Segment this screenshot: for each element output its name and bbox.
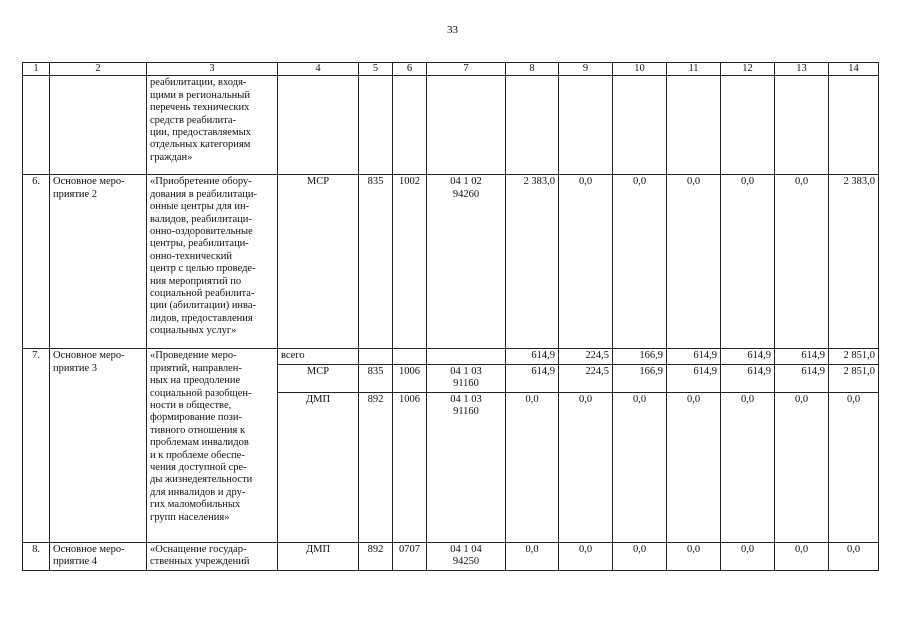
csr-code: 04 1 04 94250 <box>427 542 506 570</box>
value-col11: 0,0 <box>667 392 721 542</box>
value-col13: 614,9 <box>775 364 829 392</box>
executor: МСР <box>278 364 359 392</box>
csr-code: 04 1 03 91160 <box>427 392 506 542</box>
column-number: 14 <box>829 63 879 76</box>
column-number: 11 <box>667 63 721 76</box>
value-col9: 224,5 <box>559 349 613 364</box>
row-number: 6. <box>23 175 50 349</box>
rzpr-code: 1006 <box>393 364 427 392</box>
column-number: 2 <box>50 63 147 76</box>
measure-name: Основное меро- приятие 2 <box>50 175 147 349</box>
csr-code: 04 1 03 91160 <box>427 364 506 392</box>
measure-description: «Проведение меро- приятий, направлен- ных на преодоление социальной разобщен- ности в обществе, формирование пози- тивного отношения к проблемам инвалидов и к проблеме обеспе- чения доступной сре- ды жизнедеятельности для инвалидов и дру- гих маломобильных групп населения» <box>147 349 278 542</box>
value-col14: 2 851,0 <box>829 364 879 392</box>
measure-name: Основное меро- приятие 3 <box>50 349 147 542</box>
measure-description: «Оснащение государ- ственных учреждений <box>147 542 278 570</box>
column-number: 4 <box>278 63 359 76</box>
value-col14: 0,0 <box>829 392 879 542</box>
value-col8: 614,9 <box>506 349 559 364</box>
executor: ДМП <box>278 392 359 542</box>
grbs-code: 835 <box>359 175 393 349</box>
column-number: 7 <box>427 63 506 76</box>
column-number: 10 <box>613 63 667 76</box>
column-number: 6 <box>393 63 427 76</box>
value-col9: 0,0 <box>559 175 613 349</box>
value-col13: 0,0 <box>775 175 829 349</box>
table-row <box>23 542 879 570</box>
rzpr-code <box>393 349 427 364</box>
column-number: 1 <box>23 63 50 76</box>
rzpr-code: 0707 <box>393 542 427 570</box>
value-col13: 0,0 <box>775 392 829 542</box>
value-col8: 2 383,0 <box>506 175 559 349</box>
row-number: 8. <box>23 542 50 570</box>
value-col10: 166,9 <box>613 349 667 364</box>
column-number: 13 <box>775 63 829 76</box>
value-col13: 0,0 <box>775 542 829 570</box>
value-col9: 0,0 <box>559 542 613 570</box>
value-col12: 0,0 <box>721 175 775 349</box>
column-number: 3 <box>147 63 278 76</box>
value-col12: 0,0 <box>721 392 775 542</box>
rzpr-code: 1002 <box>393 175 427 349</box>
column-number: 5 <box>359 63 393 76</box>
page-number: 33 <box>447 24 458 36</box>
column-number: 9 <box>559 63 613 76</box>
value-col11: 0,0 <box>667 542 721 570</box>
executor: ДМП <box>278 542 359 570</box>
value-col12: 614,9 <box>721 364 775 392</box>
value-col10: 0,0 <box>613 175 667 349</box>
table-row <box>23 349 879 364</box>
column-number: 8 <box>506 63 559 76</box>
grbs-code: 835 <box>359 364 393 392</box>
value-col10: 0,0 <box>613 542 667 570</box>
value-col11: 0,0 <box>667 175 721 349</box>
table-row-continued <box>23 76 879 175</box>
measure-name: Основное меро- приятие 4 <box>50 542 147 570</box>
measure-description: реабилитации, входя- щими в региональный перечень технических средств реабилита- ции, предоставляемых отдельных категориям граждан» <box>147 76 278 175</box>
executor: МСР <box>278 175 359 349</box>
value-col14: 0,0 <box>829 542 879 570</box>
value-col9: 224,5 <box>559 364 613 392</box>
value-col10: 166,9 <box>613 364 667 392</box>
csr-code <box>427 349 506 364</box>
value-col12: 614,9 <box>721 349 775 364</box>
value-col12: 0,0 <box>721 542 775 570</box>
value-col14: 2 383,0 <box>829 175 879 349</box>
value-col14: 2 851,0 <box>829 349 879 364</box>
value-col11: 614,9 <box>667 364 721 392</box>
rzpr-code: 1006 <box>393 392 427 542</box>
csr-code: 04 1 02 94260 <box>427 175 506 349</box>
value-col13: 614,9 <box>775 349 829 364</box>
column-number: 12 <box>721 63 775 76</box>
value-col8: 0,0 <box>506 542 559 570</box>
grbs-code <box>359 349 393 364</box>
column-number-row <box>23 63 879 76</box>
grbs-code: 892 <box>359 542 393 570</box>
executor: всего <box>278 349 359 364</box>
table-row <box>23 175 879 349</box>
budget-table <box>22 62 879 571</box>
row-number: 7. <box>23 349 50 542</box>
value-col10: 0,0 <box>613 392 667 542</box>
value-col11: 614,9 <box>667 349 721 364</box>
value-col8: 0,0 <box>506 392 559 542</box>
value-col9: 0,0 <box>559 392 613 542</box>
grbs-code: 892 <box>359 392 393 542</box>
value-col8: 614,9 <box>506 364 559 392</box>
measure-description: «Приобретение обору- дования в реабилитаци- онные центры для ин- валидов, реабилитаци- онно-оздоровительные центры, реабилитаци- онно-технический центр с целью проведе- ния мероприятий по социальной реабилита- ции (абилитации) инва- лидов, предоставления социальных услуг» <box>147 175 278 349</box>
